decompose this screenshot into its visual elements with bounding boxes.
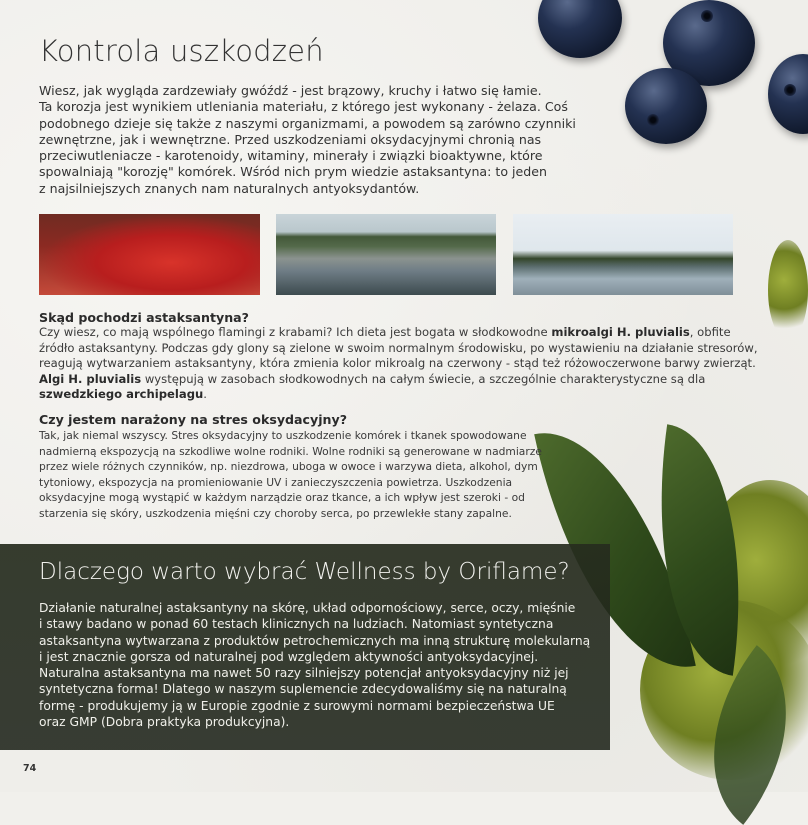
page-title: Kontrola uszkodzeń — [39, 34, 324, 68]
intro-line: spowalniają "korozję" komórek. Wśród nich prym wiedzie astaksantyna: to jeden — [39, 164, 548, 180]
paragraph-line: i stawy badano w ponad 60 testach klinicznych na ludziach. Natomiast syntetyczna — [39, 617, 554, 632]
paragraph-line: starzenia się skóry, uszkodzenia mięśni czy choroby serca, po przewlekłe stany zapalne. — [39, 506, 512, 520]
why-wellness-heading: Dlaczego warto wybrać Wellness by Oriflame? — [39, 559, 570, 585]
page-number: 74 — [23, 763, 37, 774]
rocky-shore-photo — [276, 214, 496, 295]
why-wellness-paragraph — [39, 600, 599, 730]
paragraph-line: Tak, jak niemal wszyscy. Stres oksydacyjny to uszkodzenie komórek i tkanek spowodowane — [39, 429, 527, 442]
paragraph-line: źródło astaksantyny. Podczas gdy glony są zielone w swoim normalnym środowisku, po wystawieniu na działanie stresorów, — [39, 340, 758, 355]
archipelago-lake-photo — [513, 214, 733, 295]
intro-paragraph — [39, 83, 584, 197]
paragraph-line: oraz GMP (Dobra praktyka produkcyjna). — [39, 715, 290, 730]
intro-line: Wiesz, jak wygląda zardzewiały gwóźdź - jest brązowy, kruchy i łatwo się łamie. — [39, 83, 542, 98]
paragraph-line: formę - produkujemy ją w Europie zgodnie z surowymi normami bezpieczeństwa UE — [39, 698, 555, 713]
paragraph-line: szwedzkiego archipelagu. — [39, 387, 207, 401]
paragraph-line: tytoniowy, ekspozycja na promieniowanie UV i zanieczyszczenia powietrza. Uszkodzenia — [39, 475, 513, 489]
intro-line: Ta korozja jest wynikiem utleniania materiału, z którego jest wykonany - żelaza. Coś — [39, 99, 568, 115]
section-paragraph-origin — [39, 325, 759, 403]
blueberry-icon — [625, 68, 707, 144]
intro-line: z najsilniejszych znanych nam naturalnych antyoksydantów. — [39, 180, 420, 196]
section-heading-origin: Skąd pochodzi astaksantyna? — [39, 310, 249, 325]
paragraph-line: Działanie naturalnej astaksantyny na skórę, układ odpornościowy, serce, oczy, mięśnie — [39, 601, 576, 615]
paragraph-line: astaksantyna wytwarzana z produktów petrochemicznych ma inną strukturę molekularną — [39, 633, 591, 648]
section-paragraph-stress — [39, 428, 549, 522]
moss-decoration — [768, 240, 808, 340]
intro-line: podobnego dzieje się także z naszymi organizmami, a powodem są zarówno czynniki — [39, 115, 576, 131]
paragraph-line: syntetyczna forma! Dlatego w naszym suplemencie zdecydowaliśmy się na naturalną — [39, 682, 567, 697]
paragraph-line: i jest znacznie gorsza od naturalnej pod względem aktywności antyoksydacyjnej. — [39, 649, 539, 664]
paragraph-line: nadmierną ekspozycją na szkodliwe wolne rodniki. Wolne rodniki są generowane w nadmiarze — [39, 444, 542, 458]
section-heading-stress: Czy jestem narażony na stres oksydacyjny? — [39, 412, 348, 427]
intro-line: przeciwutleniacze - karotenoidy, witaminy, minerały i związki bioaktywne, które — [39, 148, 543, 164]
paragraph-line: Czy wiesz, co mają wspólnego flamingi z krabami? Ich dieta jest bogata w słodkowodne mikroalgi H. pluvialis, obfite — [39, 325, 731, 339]
paragraph-line: oksydacyjne mogą wystąpić w każdym narządzie oraz tkance, a ich wpływ jest szeroki - od — [39, 491, 525, 505]
paragraph-line: przez wiele różnych czynników, np. niezdrowa, uboga w owoce i warzywa dieta, alkohol, dym — [39, 460, 538, 474]
paragraph-line: Naturalna astaksantyna ma nawet 50 razy silniejszy potencjał antyoksydacyjny niż jej — [39, 666, 569, 681]
paragraph-line: reagują wytwarzaniem astaksantyny, która zmienia kolor mikroalg na czerwony - stąd też różowoczerwone barwy zwierząt. — [39, 356, 756, 370]
paragraph-line: Algi H. pluvialis występują w zasobach słodkowodnych na całym świecie, a szczególnie charakterystyczne są dla — [39, 371, 706, 386]
flamingo-red-algae-photo — [39, 214, 260, 295]
intro-line: zewnętrzne, jak i wewnętrzne. Przed uszkodzeniami oksydacyjnymi chronią nas — [39, 131, 542, 147]
